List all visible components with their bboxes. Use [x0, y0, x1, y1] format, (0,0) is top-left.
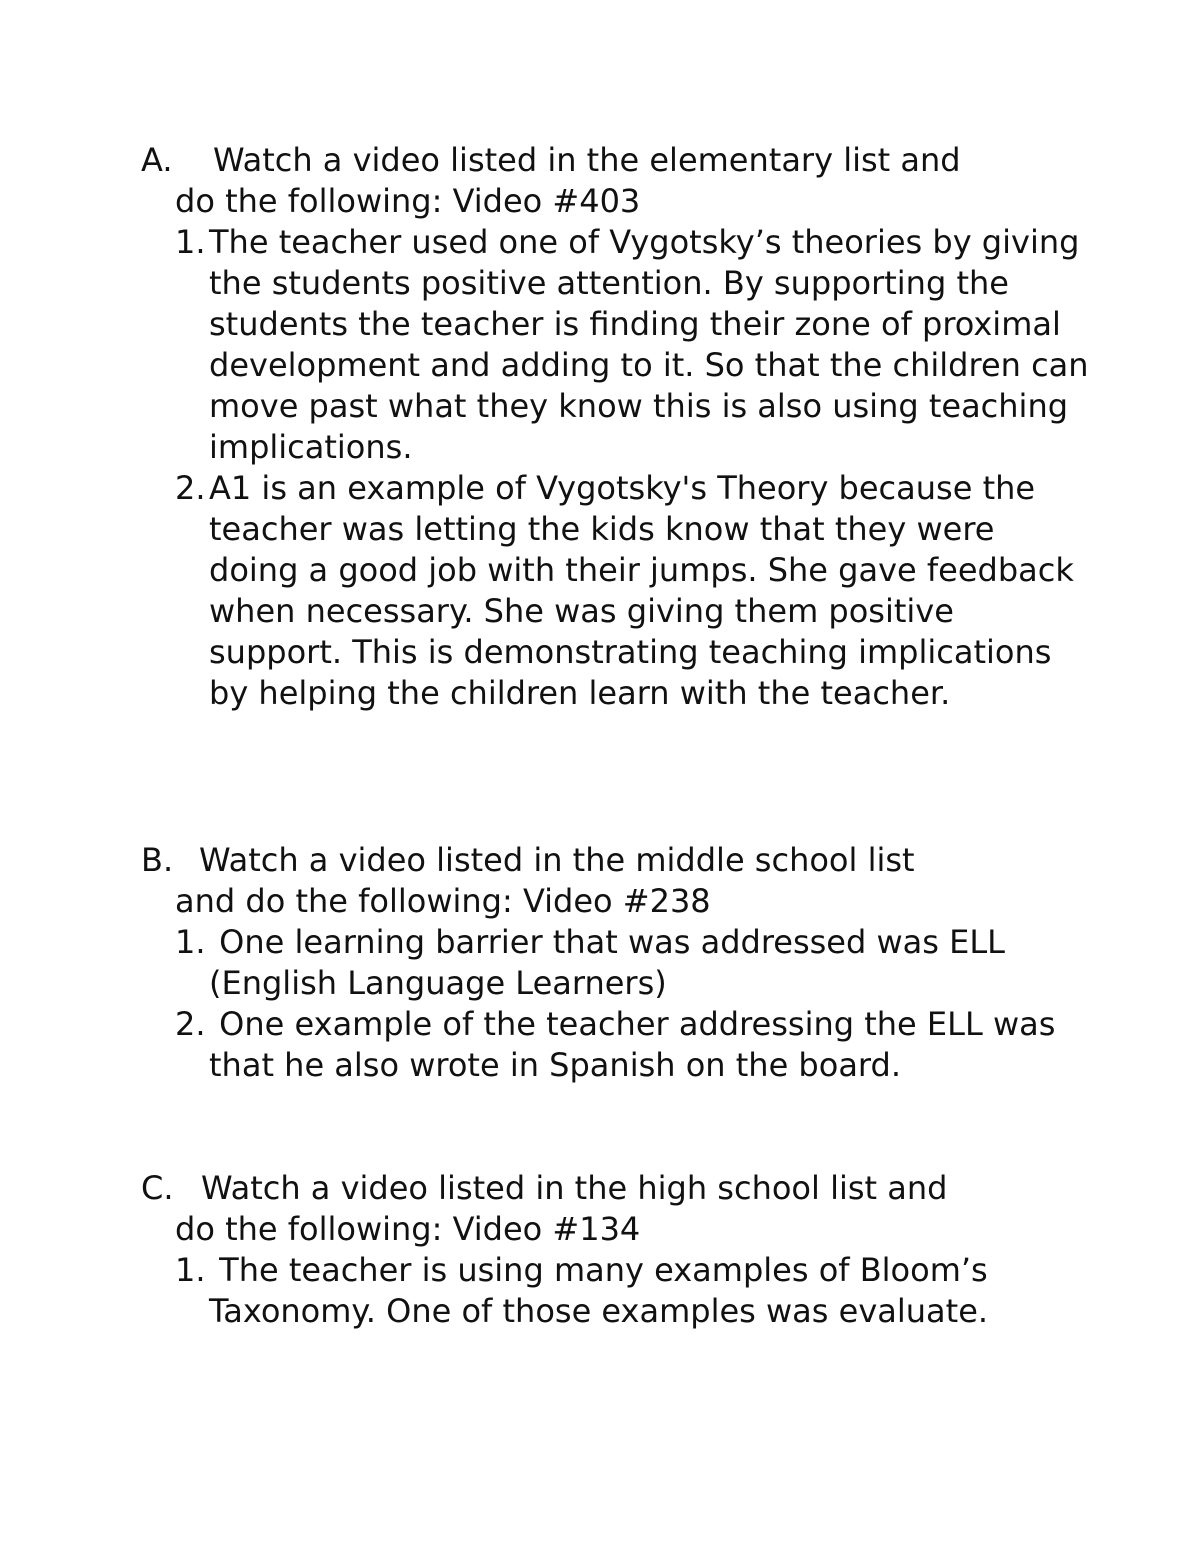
list-item-text: The teacher used one of Vygotsky’s theories by giving the students positive attention. By supporting the students the teacher is finding their zone of proximal development and adding to it. So that the children can move past what they know this is also using teaching implications. [209, 223, 1089, 466]
list-item-number: 2. [175, 1005, 206, 1043]
list-item [175, 1250, 1071, 1332]
list-item [175, 468, 1074, 714]
section-heading-line1: Watch a video listed in the high school list and [201, 1169, 948, 1207]
list-item-number: 1. [175, 1251, 206, 1289]
section-letter: C. [141, 1169, 174, 1207]
section-c [141, 1168, 1071, 1332]
list-item [175, 1004, 1071, 1086]
section-heading-line2: do the following: Video #403 [175, 182, 641, 220]
section-heading-line1: Watch a video listed in the elementary list and [213, 141, 961, 179]
section-heading [141, 1168, 1071, 1209]
section-heading [141, 140, 1071, 181]
list-item-number: 1. [175, 223, 206, 261]
section-b [141, 840, 1071, 1086]
section-heading-line1: Watch a video listed in the middle school list [199, 841, 915, 879]
list-item-text: One learning barrier that was addressed was ELL (English Language Learners) [209, 923, 1016, 1002]
section-heading-line2: do the following: Video #134 [175, 1210, 641, 1248]
section-letter: B. [141, 841, 174, 879]
list-item-text: A1 is an example of Vygotsky's Theory because the teacher was letting the kids know that they were doing a good job with their jumps. She gave feedback when necessary. She was giving them positive support. This is demonstrating teaching implications by helping the children learn with the teacher. [209, 469, 1074, 712]
list-item-number: 2. [175, 469, 206, 507]
section-heading [141, 840, 1071, 881]
list-item [175, 222, 1089, 468]
list-item-text: One example of the teacher addressing the ELL was that he also wrote in Spanish on the board. [209, 1005, 1066, 1084]
list-item-text: The teacher is using many examples of Bloom’s Taxonomy. One of those examples was evaluate. [209, 1251, 998, 1330]
section-heading-line2: and do the following: Video #238 [175, 882, 711, 920]
list-item [175, 922, 1071, 1004]
list-item-number: 1. [175, 923, 206, 961]
section-a [141, 140, 1089, 714]
section-letter: A. [141, 141, 173, 179]
